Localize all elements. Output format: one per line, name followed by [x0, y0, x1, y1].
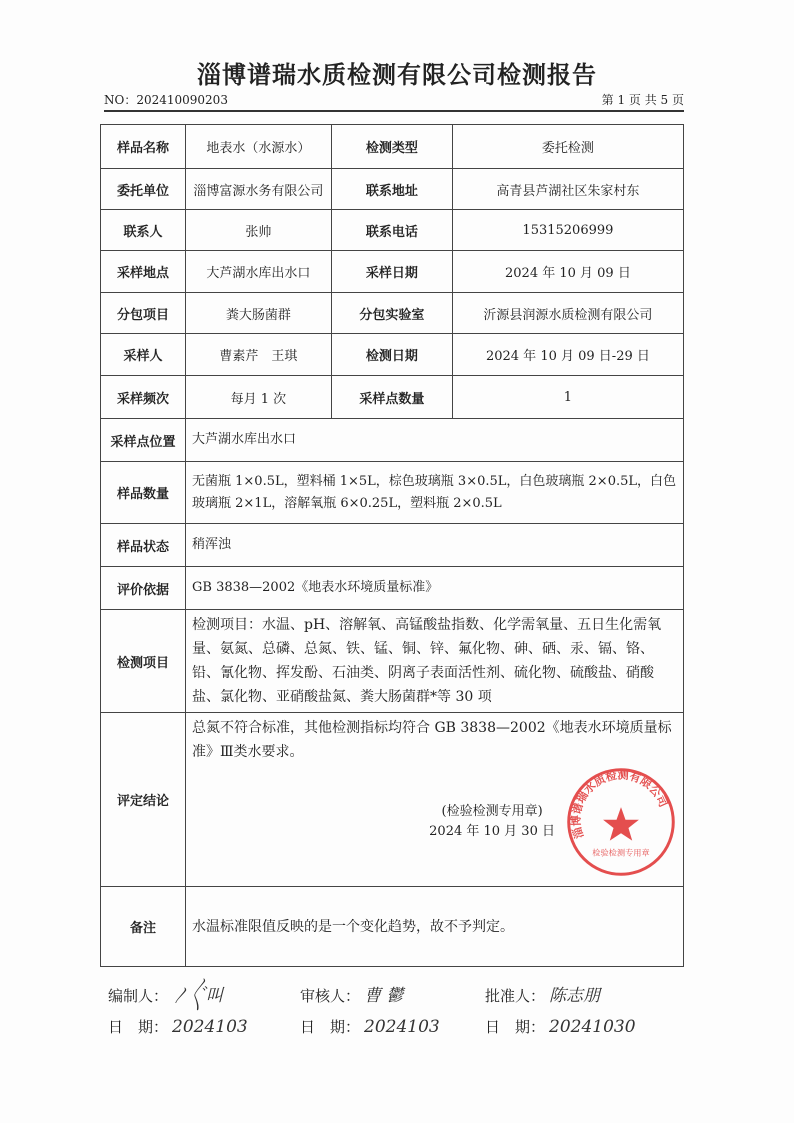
reviewer-date-cell — [300, 1016, 485, 1037]
value: 地表水（水源水） — [186, 125, 332, 169]
label: 委托单位 — [101, 169, 186, 210]
label: 分包项目 — [101, 293, 186, 334]
seal-subtext: 检验检测专用章 — [592, 847, 650, 858]
approver-name: 陈志朋 — [549, 986, 601, 1006]
value: 张帅 — [186, 210, 332, 251]
value: 水温标准限值反映的是一个变化趋势，故不予判定。 — [186, 887, 684, 967]
value: 粪大肠菌群 — [186, 293, 332, 334]
date-label: 日 期： — [300, 1018, 361, 1036]
label: 采样地点 — [101, 251, 186, 293]
date-label: 日 期： — [108, 1018, 169, 1036]
signature-block — [108, 981, 794, 1037]
label: 样品数量 — [101, 462, 186, 524]
approver-cell — [485, 981, 685, 1006]
report-table — [100, 124, 684, 967]
date-label: 日 期： — [485, 1018, 546, 1036]
company-seal — [565, 766, 677, 878]
stamp-note: (检验检测专用章) — [441, 804, 543, 819]
author-date: 2024103 — [172, 1017, 248, 1037]
value: 15315206999 — [452, 210, 683, 251]
reviewer-cell — [300, 981, 485, 1006]
seal-text: 淄博谱瑞水质检测有限公司 — [568, 767, 671, 841]
stamp-caption — [429, 802, 555, 842]
label: 采样频次 — [101, 376, 186, 419]
report-number: NO：202410090203 — [104, 93, 228, 107]
author-signature: 〳〲叫 — [172, 986, 224, 1006]
header-meta — [104, 92, 684, 112]
conclusion-text: 总氮不符合标准，其他检测指标均符合 GB 3838—2002《地表水环境质量标准》Ⅲ类水要求。 — [192, 720, 672, 760]
author-cell — [108, 981, 300, 1006]
value: 2024 年 10 月 09 日 — [452, 251, 683, 293]
value: 高青县芦湖社区朱家村东 — [452, 169, 683, 210]
approver-date: 20241030 — [549, 1017, 636, 1037]
label: 检测类型 — [331, 125, 452, 169]
reviewer-label: 审核人： — [300, 987, 361, 1005]
value: 沂源县润源水质检测有限公司 — [452, 293, 683, 334]
label: 采样人 — [101, 334, 186, 376]
value: GB 3838—2002《地表水环境质量标准》 — [186, 567, 684, 610]
author-date-cell — [108, 1016, 300, 1037]
value: 稍浑浊 — [186, 524, 684, 567]
page-indicator: 第 1 页 共 5 页 — [601, 93, 684, 107]
label: 样品状态 — [101, 524, 186, 567]
label: 采样日期 — [331, 251, 452, 293]
approver-date-cell — [485, 1016, 685, 1037]
value: 检测项目：水温、pH、溶解氧、高锰酸盐指数、化学需氧量、五日生化需氧量、氨氮、总磷、总氮、铁、锰、铜、锌、氟化物、砷、硒、汞、镉、铬、铅、氰化物、挥发酚、石油类、阴离子表面活性剂、硫化物、硫酸盐、硝酸盐、氯化物、亚硝酸盐氮、粪大肠菌群*等 30 项 — [186, 610, 684, 713]
label: 采样点数量 — [331, 376, 452, 419]
value: 曹素芹 王琪 — [186, 334, 332, 376]
value: 每月 1 次 — [186, 376, 332, 419]
label: 采样点位置 — [101, 419, 186, 462]
reviewer-date: 2024103 — [364, 1017, 440, 1037]
label: 检测项目 — [101, 610, 186, 713]
conclusion-seal-area — [192, 766, 677, 878]
label: 检测日期 — [331, 334, 452, 376]
label: 联系人 — [101, 210, 186, 251]
report-title: 淄博谱瑞水质检测有限公司检测报告 — [197, 61, 597, 89]
label: 样品名称 — [101, 125, 186, 169]
value: 2024 年 10 月 09 日-29 日 — [452, 334, 683, 376]
label: 评价依据 — [101, 567, 186, 610]
label: 分包实验室 — [331, 293, 452, 334]
value: 1 — [452, 376, 683, 419]
author-label: 编制人： — [108, 987, 169, 1005]
value: 大芦湖水库出水口 — [186, 419, 684, 462]
label: 备注 — [101, 887, 186, 967]
label: 联系地址 — [331, 169, 452, 210]
seal-star-icon — [603, 807, 639, 841]
label: 联系电话 — [331, 210, 452, 251]
approver-label: 批准人： — [485, 987, 546, 1005]
reviewer-signature: 曹 鬱 — [364, 986, 404, 1006]
value: 无菌瓶 1×0.5L，塑料桶 1×5L，棕色玻璃瓶 3×0.5L，白色玻璃瓶 2×0.5L，白色玻璃瓶 2×1L，溶解氧瓶 6×0.25L，塑料瓶 2×0.5L — [186, 462, 684, 524]
label: 评定结论 — [101, 713, 186, 887]
value: 淄博富源水务有限公司 — [186, 169, 332, 210]
value: 大芦湖水库出水口 — [186, 251, 332, 293]
conclusion-date: 2024 年 10 月 30 日 — [429, 824, 555, 839]
value: 委托检测 — [452, 125, 683, 169]
